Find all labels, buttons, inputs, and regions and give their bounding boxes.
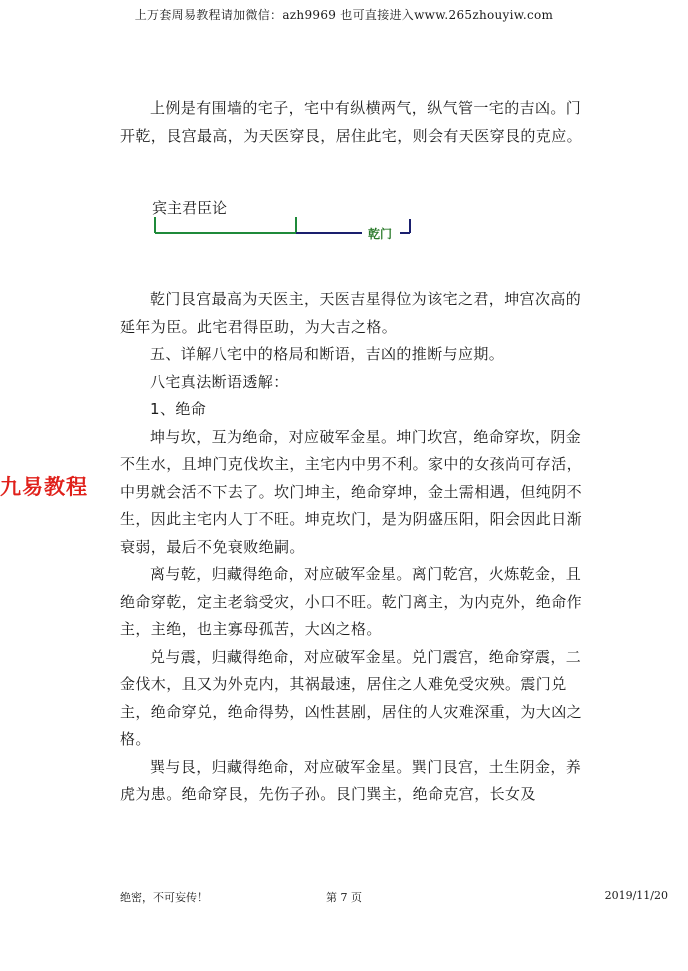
paragraph: 1、绝命 [150,400,207,418]
host-guest-diagram [152,197,432,247]
diagram-title: 宾主君臣论 [152,199,228,217]
paragraph: 离与乾，归藏得绝命，对应破军金星。离门乾宫，火炼乾金，且绝命穿乾，定主老翁受灾，小口不旺。乾门离主，为内克外，绝命作主，主绝，也主寡母孤苦，大凶之格。 [120,565,583,638]
paragraph: 坤与坎，互为绝命，对应破军金星。坤门坎宫，绝命穿坎，阴金不生水，且坤门克伐坎主，主宅内中男不利。家中的女孩尚可存活，中男就会活不下去了。坎门坤主，绝命穿坤，金土需相遇，但纯阴不生，因此主宅内人丁不旺。坤克坎门，是为阴盛压阳，阳会因此日渐衰弱，最后不免衰败绝嗣。 [120,427,583,556]
paragraph: 巽与艮，归藏得绝命，对应破军金星。巽门艮宫，土生阴金，养虎为患。绝命穿艮，先伤子孙。艮门巽主，绝命克宫，长女及 [120,757,582,803]
diagram-label: 乾门 [368,227,393,241]
page-number: 第 7 页 [326,891,362,904]
document-body [120,95,582,150]
paragraph: 乾门艮宫最高为天医主，天医吉星得位为该宅之君，坤宫次高的延年为臣。此宅君得臣助，为大吉之格。 [120,290,582,336]
page-footer [0,889,688,909]
intro-paragraph: 上例是有围墙的宅子，宅中有纵横两气，纵气管一宅的吉凶。门开乾，艮宫最高，为天医穿艮，居住此宅，则会有天医穿艮的克应。 [120,99,583,145]
paragraph: 兑与震，归藏得绝命，对应破军金星。兑门震宫，绝命穿震，二金伐木，且又为外克内，其祸最速，居住之人难免受灾殃。震门兑主，绝命穿兑，绝命得势，凶性甚剧，居住的人灾难深重，为大凶之格。 [120,647,583,748]
document-body-main [120,286,582,809]
paragraph: 八宅真法断语透解： [150,372,289,391]
page-header: 上万套周易教程请加微信：azh9969 也可直接进入www.265zhouyiw.com [134,8,554,22]
paragraph: 五、详解八宅中的格局和断语，吉凶的推断与应期。 [150,345,505,363]
footer-date: 2019/11/20 [604,889,668,902]
footer-notice: 绝密，不可妄传！ [120,891,208,904]
watermark-logo: 九易教程 [0,475,88,499]
